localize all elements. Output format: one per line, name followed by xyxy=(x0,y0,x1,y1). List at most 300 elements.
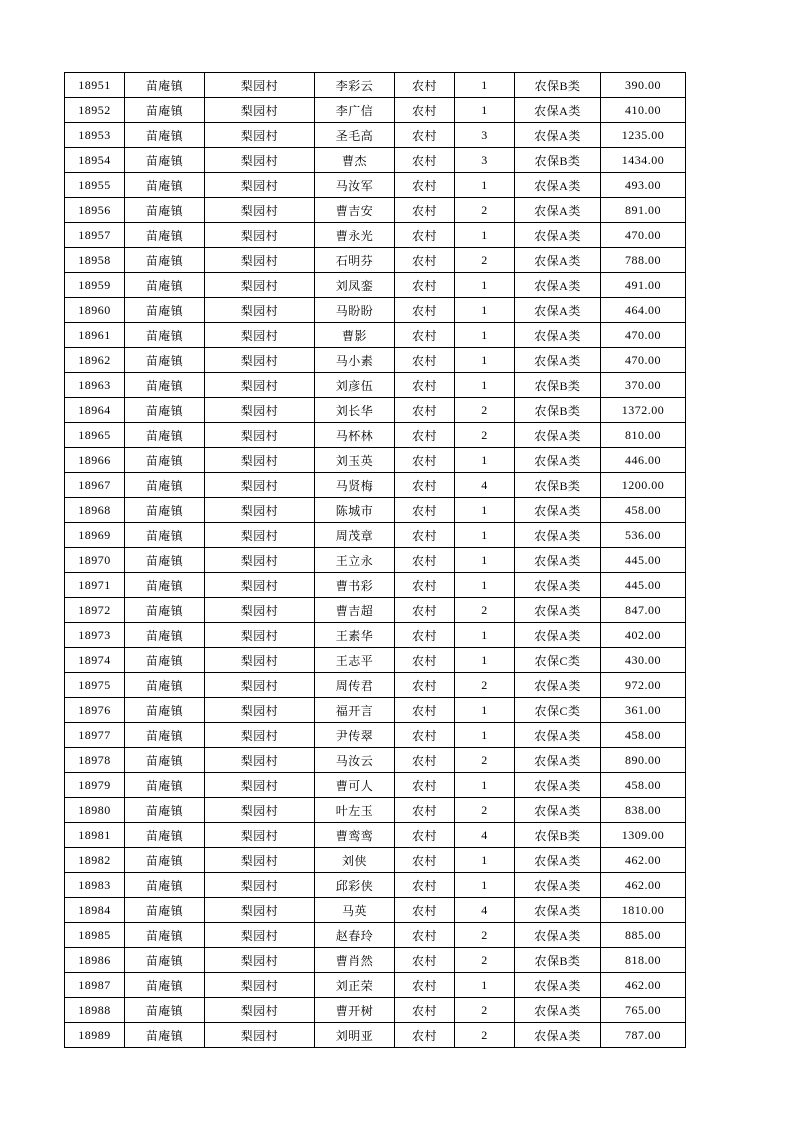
cell-residence_type: 农村 xyxy=(395,973,455,998)
cell-name: 曹杰 xyxy=(315,148,395,173)
cell-name: 刘玉英 xyxy=(315,448,395,473)
table-row xyxy=(65,923,686,948)
cell-person_count: 1 xyxy=(455,273,515,298)
table-row xyxy=(65,848,686,873)
cell-village: 梨园村 xyxy=(205,548,315,573)
cell-name: 圣毛高 xyxy=(315,123,395,148)
cell-person_count: 4 xyxy=(455,823,515,848)
cell-insurance_category: 农保A类 xyxy=(515,773,601,798)
cell-id: 18961 xyxy=(65,323,125,348)
cell-id: 18982 xyxy=(65,848,125,873)
cell-id: 18964 xyxy=(65,398,125,423)
cell-amount: 765.00 xyxy=(601,998,686,1023)
table-row xyxy=(65,523,686,548)
cell-town: 苗庵镇 xyxy=(125,573,205,598)
cell-amount: 493.00 xyxy=(601,173,686,198)
cell-id: 18959 xyxy=(65,273,125,298)
cell-amount: 410.00 xyxy=(601,98,686,123)
cell-amount: 458.00 xyxy=(601,723,686,748)
cell-id: 18975 xyxy=(65,673,125,698)
cell-town: 苗庵镇 xyxy=(125,548,205,573)
cell-person_count: 1 xyxy=(455,448,515,473)
cell-residence_type: 农村 xyxy=(395,923,455,948)
cell-town: 苗庵镇 xyxy=(125,423,205,448)
table-row xyxy=(65,223,686,248)
table-row xyxy=(65,998,686,1023)
table-row xyxy=(65,898,686,923)
cell-village: 梨园村 xyxy=(205,973,315,998)
cell-name: 马英 xyxy=(315,898,395,923)
cell-id: 18960 xyxy=(65,298,125,323)
cell-residence_type: 农村 xyxy=(395,323,455,348)
cell-village: 梨园村 xyxy=(205,73,315,98)
cell-town: 苗庵镇 xyxy=(125,223,205,248)
cell-amount: 1434.00 xyxy=(601,148,686,173)
cell-name: 曹鸾鸾 xyxy=(315,823,395,848)
cell-town: 苗庵镇 xyxy=(125,823,205,848)
cell-village: 梨园村 xyxy=(205,723,315,748)
cell-residence_type: 农村 xyxy=(395,773,455,798)
cell-insurance_category: 农保A类 xyxy=(515,423,601,448)
cell-residence_type: 农村 xyxy=(395,648,455,673)
cell-insurance_category: 农保A类 xyxy=(515,448,601,473)
cell-amount: 464.00 xyxy=(601,298,686,323)
cell-village: 梨园村 xyxy=(205,498,315,523)
cell-name: 曹吉超 xyxy=(315,598,395,623)
cell-name: 王志平 xyxy=(315,648,395,673)
cell-residence_type: 农村 xyxy=(395,223,455,248)
cell-town: 苗庵镇 xyxy=(125,648,205,673)
cell-town: 苗庵镇 xyxy=(125,523,205,548)
cell-name: 刘长华 xyxy=(315,398,395,423)
table-row xyxy=(65,123,686,148)
cell-village: 梨园村 xyxy=(205,123,315,148)
cell-amount: 390.00 xyxy=(601,73,686,98)
cell-amount: 847.00 xyxy=(601,598,686,623)
cell-residence_type: 农村 xyxy=(395,198,455,223)
cell-town: 苗庵镇 xyxy=(125,498,205,523)
cell-village: 梨园村 xyxy=(205,673,315,698)
cell-town: 苗庵镇 xyxy=(125,898,205,923)
cell-town: 苗庵镇 xyxy=(125,123,205,148)
cell-town: 苗庵镇 xyxy=(125,348,205,373)
cell-name: 王立永 xyxy=(315,548,395,573)
cell-village: 梨园村 xyxy=(205,448,315,473)
cell-town: 苗庵镇 xyxy=(125,173,205,198)
cell-amount: 787.00 xyxy=(601,1023,686,1048)
table-row xyxy=(65,698,686,723)
beneficiary-table xyxy=(64,72,686,1048)
cell-village: 梨园村 xyxy=(205,823,315,848)
cell-residence_type: 农村 xyxy=(395,148,455,173)
cell-amount: 370.00 xyxy=(601,373,686,398)
cell-insurance_category: 农保B类 xyxy=(515,948,601,973)
cell-residence_type: 农村 xyxy=(395,398,455,423)
table-row xyxy=(65,623,686,648)
cell-village: 梨园村 xyxy=(205,573,315,598)
table-row xyxy=(65,598,686,623)
cell-town: 苗庵镇 xyxy=(125,623,205,648)
table-row xyxy=(65,98,686,123)
cell-amount: 361.00 xyxy=(601,698,686,723)
table-body xyxy=(65,73,686,1048)
cell-town: 苗庵镇 xyxy=(125,973,205,998)
cell-insurance_category: 农保B类 xyxy=(515,473,601,498)
cell-insurance_category: 农保A类 xyxy=(515,348,601,373)
cell-id: 18953 xyxy=(65,123,125,148)
cell-name: 刘侠 xyxy=(315,848,395,873)
cell-town: 苗庵镇 xyxy=(125,248,205,273)
cell-person_count: 1 xyxy=(455,623,515,648)
cell-town: 苗庵镇 xyxy=(125,673,205,698)
cell-id: 18977 xyxy=(65,723,125,748)
table-row xyxy=(65,448,686,473)
cell-id: 18972 xyxy=(65,598,125,623)
cell-person_count: 1 xyxy=(455,498,515,523)
cell-village: 梨园村 xyxy=(205,748,315,773)
cell-residence_type: 农村 xyxy=(395,598,455,623)
cell-id: 18985 xyxy=(65,923,125,948)
table-row xyxy=(65,73,686,98)
cell-name: 马小素 xyxy=(315,348,395,373)
cell-person_count: 4 xyxy=(455,473,515,498)
cell-id: 18976 xyxy=(65,698,125,723)
cell-residence_type: 农村 xyxy=(395,898,455,923)
cell-id: 18955 xyxy=(65,173,125,198)
cell-person_count: 1 xyxy=(455,298,515,323)
cell-person_count: 1 xyxy=(455,973,515,998)
cell-village: 梨园村 xyxy=(205,698,315,723)
cell-residence_type: 农村 xyxy=(395,373,455,398)
cell-insurance_category: 农保A类 xyxy=(515,598,601,623)
cell-town: 苗庵镇 xyxy=(125,773,205,798)
table-row xyxy=(65,473,686,498)
table-row xyxy=(65,973,686,998)
cell-id: 18962 xyxy=(65,348,125,373)
cell-residence_type: 农村 xyxy=(395,548,455,573)
cell-amount: 470.00 xyxy=(601,323,686,348)
cell-id: 18958 xyxy=(65,248,125,273)
cell-insurance_category: 农保A类 xyxy=(515,973,601,998)
cell-village: 梨园村 xyxy=(205,623,315,648)
cell-town: 苗庵镇 xyxy=(125,848,205,873)
cell-amount: 1309.00 xyxy=(601,823,686,848)
cell-village: 梨园村 xyxy=(205,373,315,398)
cell-amount: 458.00 xyxy=(601,773,686,798)
table-row xyxy=(65,573,686,598)
cell-insurance_category: 农保A类 xyxy=(515,323,601,348)
cell-name: 李彩云 xyxy=(315,73,395,98)
table-row xyxy=(65,748,686,773)
cell-residence_type: 农村 xyxy=(395,248,455,273)
cell-town: 苗庵镇 xyxy=(125,473,205,498)
cell-town: 苗庵镇 xyxy=(125,398,205,423)
cell-residence_type: 农村 xyxy=(395,1023,455,1048)
cell-name: 叶左玉 xyxy=(315,798,395,823)
cell-village: 梨园村 xyxy=(205,473,315,498)
cell-town: 苗庵镇 xyxy=(125,273,205,298)
table-row xyxy=(65,273,686,298)
cell-village: 梨园村 xyxy=(205,398,315,423)
cell-insurance_category: 农保B类 xyxy=(515,398,601,423)
cell-name: 周传君 xyxy=(315,673,395,698)
cell-town: 苗庵镇 xyxy=(125,698,205,723)
cell-person_count: 1 xyxy=(455,523,515,548)
cell-residence_type: 农村 xyxy=(395,273,455,298)
cell-amount: 1810.00 xyxy=(601,898,686,923)
cell-village: 梨园村 xyxy=(205,248,315,273)
cell-residence_type: 农村 xyxy=(395,473,455,498)
cell-amount: 1372.00 xyxy=(601,398,686,423)
cell-id: 18980 xyxy=(65,798,125,823)
cell-residence_type: 农村 xyxy=(395,723,455,748)
cell-insurance_category: 农保A类 xyxy=(515,523,601,548)
cell-amount: 462.00 xyxy=(601,873,686,898)
cell-amount: 838.00 xyxy=(601,798,686,823)
cell-name: 曹吉安 xyxy=(315,198,395,223)
cell-amount: 470.00 xyxy=(601,348,686,373)
cell-person_count: 1 xyxy=(455,548,515,573)
cell-village: 梨园村 xyxy=(205,323,315,348)
cell-person_count: 2 xyxy=(455,423,515,448)
cell-person_count: 2 xyxy=(455,998,515,1023)
cell-name: 刘明亚 xyxy=(315,1023,395,1048)
cell-residence_type: 农村 xyxy=(395,998,455,1023)
table-row xyxy=(65,298,686,323)
cell-town: 苗庵镇 xyxy=(125,298,205,323)
cell-insurance_category: 农保A类 xyxy=(515,248,601,273)
table-row xyxy=(65,798,686,823)
cell-name: 曹可人 xyxy=(315,773,395,798)
cell-village: 梨园村 xyxy=(205,98,315,123)
cell-residence_type: 农村 xyxy=(395,873,455,898)
cell-insurance_category: 农保A类 xyxy=(515,123,601,148)
table-row xyxy=(65,773,686,798)
cell-name: 刘正荣 xyxy=(315,973,395,998)
cell-insurance_category: 农保A类 xyxy=(515,623,601,648)
cell-id: 18974 xyxy=(65,648,125,673)
cell-insurance_category: 农保A类 xyxy=(515,798,601,823)
cell-name: 马汝云 xyxy=(315,748,395,773)
cell-residence_type: 农村 xyxy=(395,948,455,973)
cell-town: 苗庵镇 xyxy=(125,798,205,823)
cell-insurance_category: 农保A类 xyxy=(515,273,601,298)
cell-person_count: 1 xyxy=(455,648,515,673)
cell-person_count: 1 xyxy=(455,98,515,123)
cell-village: 梨园村 xyxy=(205,598,315,623)
cell-village: 梨园村 xyxy=(205,923,315,948)
cell-village: 梨园村 xyxy=(205,198,315,223)
table-row xyxy=(65,173,686,198)
cell-village: 梨园村 xyxy=(205,948,315,973)
table-row xyxy=(65,323,686,348)
cell-person_count: 1 xyxy=(455,373,515,398)
cell-person_count: 2 xyxy=(455,673,515,698)
cell-insurance_category: 农保A类 xyxy=(515,98,601,123)
cell-person_count: 3 xyxy=(455,148,515,173)
cell-id: 18963 xyxy=(65,373,125,398)
cell-village: 梨园村 xyxy=(205,348,315,373)
cell-insurance_category: 农保A类 xyxy=(515,923,601,948)
table-row xyxy=(65,423,686,448)
cell-name: 邱彩侠 xyxy=(315,873,395,898)
cell-insurance_category: 农保C类 xyxy=(515,648,601,673)
table-row xyxy=(65,198,686,223)
cell-insurance_category: 农保A类 xyxy=(515,748,601,773)
cell-insurance_category: 农保B类 xyxy=(515,73,601,98)
cell-id: 18954 xyxy=(65,148,125,173)
cell-name: 李广信 xyxy=(315,98,395,123)
cell-insurance_category: 农保C类 xyxy=(515,698,601,723)
cell-amount: 402.00 xyxy=(601,623,686,648)
table-row xyxy=(65,348,686,373)
cell-insurance_category: 农保A类 xyxy=(515,848,601,873)
cell-amount: 788.00 xyxy=(601,248,686,273)
cell-id: 18966 xyxy=(65,448,125,473)
cell-town: 苗庵镇 xyxy=(125,198,205,223)
cell-insurance_category: 农保A类 xyxy=(515,723,601,748)
cell-village: 梨园村 xyxy=(205,798,315,823)
cell-id: 18988 xyxy=(65,998,125,1023)
cell-person_count: 1 xyxy=(455,348,515,373)
cell-id: 18967 xyxy=(65,473,125,498)
cell-insurance_category: 农保A类 xyxy=(515,498,601,523)
table-row xyxy=(65,148,686,173)
cell-name: 刘凤銮 xyxy=(315,273,395,298)
cell-village: 梨园村 xyxy=(205,873,315,898)
cell-amount: 1200.00 xyxy=(601,473,686,498)
cell-id: 18951 xyxy=(65,73,125,98)
cell-village: 梨园村 xyxy=(205,298,315,323)
table-row xyxy=(65,723,686,748)
cell-amount: 818.00 xyxy=(601,948,686,973)
cell-amount: 462.00 xyxy=(601,848,686,873)
cell-residence_type: 农村 xyxy=(395,423,455,448)
cell-person_count: 1 xyxy=(455,773,515,798)
cell-name: 周茂章 xyxy=(315,523,395,548)
cell-village: 梨园村 xyxy=(205,148,315,173)
cell-person_count: 2 xyxy=(455,798,515,823)
cell-town: 苗庵镇 xyxy=(125,923,205,948)
cell-amount: 491.00 xyxy=(601,273,686,298)
cell-name: 曹开树 xyxy=(315,998,395,1023)
cell-name: 尹传翠 xyxy=(315,723,395,748)
cell-name: 曹永光 xyxy=(315,223,395,248)
cell-id: 18957 xyxy=(65,223,125,248)
cell-residence_type: 农村 xyxy=(395,698,455,723)
cell-town: 苗庵镇 xyxy=(125,998,205,1023)
cell-insurance_category: 农保A类 xyxy=(515,198,601,223)
cell-insurance_category: 农保A类 xyxy=(515,298,601,323)
cell-name: 刘彦伍 xyxy=(315,373,395,398)
cell-id: 18979 xyxy=(65,773,125,798)
cell-town: 苗庵镇 xyxy=(125,323,205,348)
cell-person_count: 1 xyxy=(455,723,515,748)
cell-residence_type: 农村 xyxy=(395,98,455,123)
cell-id: 18968 xyxy=(65,498,125,523)
cell-town: 苗庵镇 xyxy=(125,948,205,973)
cell-residence_type: 农村 xyxy=(395,823,455,848)
cell-village: 梨园村 xyxy=(205,523,315,548)
cell-insurance_category: 农保A类 xyxy=(515,173,601,198)
cell-amount: 810.00 xyxy=(601,423,686,448)
cell-town: 苗庵镇 xyxy=(125,73,205,98)
cell-amount: 536.00 xyxy=(601,523,686,548)
cell-insurance_category: 农保B类 xyxy=(515,373,601,398)
cell-insurance_category: 农保A类 xyxy=(515,548,601,573)
cell-town: 苗庵镇 xyxy=(125,373,205,398)
cell-town: 苗庵镇 xyxy=(125,598,205,623)
cell-insurance_category: 农保B类 xyxy=(515,823,601,848)
cell-village: 梨园村 xyxy=(205,848,315,873)
cell-name: 王素华 xyxy=(315,623,395,648)
cell-person_count: 1 xyxy=(455,873,515,898)
table-row xyxy=(65,548,686,573)
cell-person_count: 2 xyxy=(455,948,515,973)
cell-amount: 891.00 xyxy=(601,198,686,223)
table-row xyxy=(65,398,686,423)
table-row xyxy=(65,1023,686,1048)
cell-id: 18978 xyxy=(65,748,125,773)
table-row xyxy=(65,823,686,848)
cell-person_count: 3 xyxy=(455,123,515,148)
cell-residence_type: 农村 xyxy=(395,348,455,373)
cell-amount: 885.00 xyxy=(601,923,686,948)
cell-residence_type: 农村 xyxy=(395,623,455,648)
cell-village: 梨园村 xyxy=(205,898,315,923)
cell-id: 18984 xyxy=(65,898,125,923)
cell-insurance_category: 农保A类 xyxy=(515,673,601,698)
cell-residence_type: 农村 xyxy=(395,73,455,98)
cell-person_count: 2 xyxy=(455,748,515,773)
cell-person_count: 1 xyxy=(455,173,515,198)
cell-name: 马贤梅 xyxy=(315,473,395,498)
cell-person_count: 1 xyxy=(455,323,515,348)
cell-residence_type: 农村 xyxy=(395,573,455,598)
cell-insurance_category: 农保A类 xyxy=(515,223,601,248)
table-row xyxy=(65,673,686,698)
cell-id: 18983 xyxy=(65,873,125,898)
cell-id: 18956 xyxy=(65,198,125,223)
cell-village: 梨园村 xyxy=(205,423,315,448)
cell-name: 曹书彩 xyxy=(315,573,395,598)
cell-amount: 446.00 xyxy=(601,448,686,473)
cell-person_count: 2 xyxy=(455,598,515,623)
cell-id: 18989 xyxy=(65,1023,125,1048)
cell-id: 18952 xyxy=(65,98,125,123)
cell-town: 苗庵镇 xyxy=(125,98,205,123)
cell-person_count: 2 xyxy=(455,1023,515,1048)
cell-name: 曹影 xyxy=(315,323,395,348)
cell-person_count: 1 xyxy=(455,73,515,98)
cell-person_count: 2 xyxy=(455,198,515,223)
cell-amount: 470.00 xyxy=(601,223,686,248)
cell-insurance_category: 农保B类 xyxy=(515,148,601,173)
cell-village: 梨园村 xyxy=(205,998,315,1023)
cell-insurance_category: 农保A类 xyxy=(515,873,601,898)
cell-residence_type: 农村 xyxy=(395,523,455,548)
cell-amount: 1235.00 xyxy=(601,123,686,148)
cell-name: 马盼盼 xyxy=(315,298,395,323)
cell-id: 18973 xyxy=(65,623,125,648)
cell-amount: 890.00 xyxy=(601,748,686,773)
cell-person_count: 1 xyxy=(455,223,515,248)
cell-village: 梨园村 xyxy=(205,223,315,248)
cell-name: 福开言 xyxy=(315,698,395,723)
cell-person_count: 2 xyxy=(455,398,515,423)
cell-insurance_category: 农保A类 xyxy=(515,1023,601,1048)
cell-person_count: 2 xyxy=(455,923,515,948)
